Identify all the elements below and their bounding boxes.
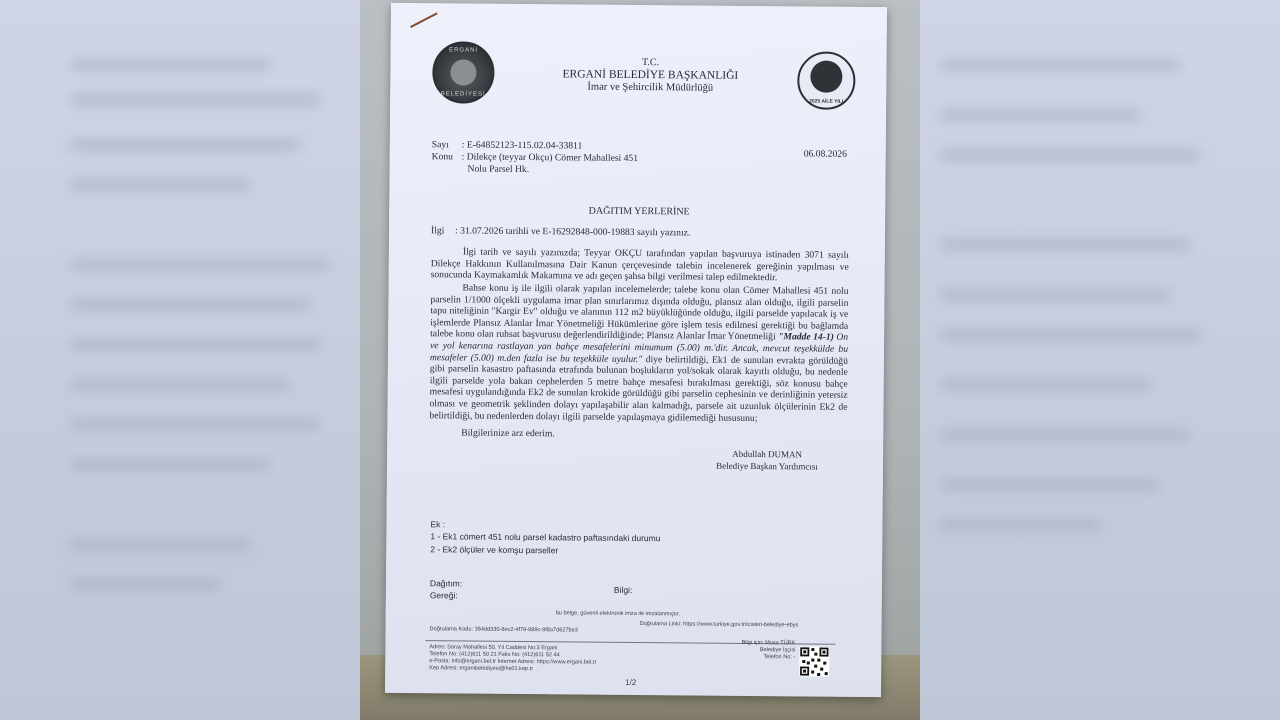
- footer-kep: Kep Adresi: erganibelediyesi@hs01.kep.tr: [429, 665, 534, 673]
- attachment-2: 2 - Ek2 ölçüler ve komşu parseller: [430, 544, 559, 556]
- signatory-title: Belediye Başkan Yardımcısı: [716, 460, 818, 472]
- header-country: T.C.: [641, 57, 660, 69]
- paragraph-2-start: Bahse konu iş ile ilgili olarak yapılan incelemelerde; talebe konu olan Cömer Mahallesi 451 nolu parselin 1/1000 ölçekli uygulama imar plan sınırlarımız dışında olduğu, plansız alan olduğu, ilgili parselin tapu niteliğinin "Kargir Ev" olduğu ve alanının 112 m2 büyüklüğünde olduğu, ilgili parselde yapılacak iş ve işlemlerde Plansız Alanlar İmar Yönetmeliği Hükümlerine göre işlem tesis edilmesi gerektiği bu bağlamda talebe konu olan ruhsat başvurusu değerlendirildiğinde; Plansız Alanlar İmar Yönetmeliği: [430, 282, 849, 343]
- ilgi-value: : 31.07.2026 tarihli ve E-16292848-000-19883 sayılı yazınız.: [454, 225, 691, 239]
- paragraph-2-end: diye belirtildiği, Ek1 de sunulan evrakta görüldüğü gibi parselin kasastro paftasında etrafında bulunan boşlukların yol/sokak olarak kayıtlı olduğu, bu nedenle ilgili parselde yola bakan cephelerden 5 metre bahçe mesafesi bırakılması gerektiği, söz konusu bahçe mesafesi uygulandığında Ek2 de sunulan krokide görüldüğü gibi parselin cephesinin ve derinliğinin yetersiz olması ve geometrik şeklinden dolayı yapılaşabilir alan kalmadığı, parsele ait uzunluk ölçülerinin Ek2 de belirtildiği, bu nedenlerden dolayı ilgili parselde yapılaşmaya gidilemediği hususunu;: [429, 353, 848, 424]
- paragraph-2-article: "Madde 14-1): [778, 331, 834, 344]
- konu-value-2: Nolu Parsel Hk.: [467, 163, 530, 176]
- header-department: İmar ve Şehircilik Müdürlüğü: [587, 81, 714, 94]
- contact-phone: Telefon No: -: [763, 654, 796, 661]
- bilgi-label: Bilgi:: [613, 584, 633, 595]
- document-sheet: [385, 3, 887, 697]
- contact-person: Bilgi için: Musa TÜRK: [741, 639, 796, 647]
- paragraph-1: İlgi tarih ve sayılı yazınızda; Teyyar OKÇU tarafından yapılan başvuruya istinaden 3071 sayılı Dilekçe Hakkının Kullanılmasına Dair Kanun çerçevesinde talebin incelenerek gereğinin yapılması ve sonucunda Kaymakamlık Makamına ve adı geçen şahsa bilgi verilmesi talep edilmektedir.: [430, 246, 849, 284]
- konu-value: : Dilekçe (teyyar Okçu) Cömer Mahallesi 451: [461, 151, 639, 165]
- recipient: DAĞITIM YERLERİNE: [588, 205, 690, 218]
- konu-label: Konu: [431, 151, 454, 163]
- page-number: 1/2: [625, 677, 637, 688]
- paragraph-2-quote: On ve yol kenarına rastlayan yan bahçe mesafelerini minumum (5.00) m.'dir. Ancak, mevcut teşekkülde bu mesafeler (5.00) m.den fazla ise bu teşekküle uyulur.": [429, 332, 849, 365]
- sayi-value: : E-64852123-115.02.04-33811: [461, 139, 583, 152]
- verification-code: Doğrulama Kodu: 354dd330-8ec2-4f79-989c-9f8a7d627be3: [429, 626, 578, 634]
- footer-address: Adres: Saray Mahallesi 50. Yıl Caddesi No:3 Ergani: [429, 644, 558, 652]
- paragraph-3: Bilgilerinize arz ederim.: [461, 427, 555, 440]
- family-year-label: 2025 AİLE YILI: [809, 98, 844, 105]
- distribution-label: Dağıtım:: [429, 578, 463, 589]
- sayi-label: Sayı: [431, 139, 449, 151]
- footer-phone: Telefon No: (412)611 50 21 Faks No: (412)611 52 44: [429, 651, 560, 659]
- attachment-1: 1 - Ek1 cömert 451 nolu parsel kadastro paftasındaki durumu: [430, 531, 661, 544]
- geregi-label: Gereği:: [429, 590, 458, 601]
- pen-mark: [410, 12, 438, 28]
- logo-bottom-text: BELEDİYESİ: [440, 91, 486, 98]
- qr-code: [799, 646, 829, 676]
- blurred-background-left: [0, 0, 360, 720]
- blurred-background-right: [920, 0, 1280, 720]
- logo-top-text: ERGANİ: [449, 47, 479, 54]
- paragraph-2: [429, 282, 848, 425]
- ilgi-label: İlgi: [430, 225, 445, 237]
- esign-notice: bu belge, güvenli elektronik imza ile imzalanmıştır.: [555, 610, 681, 618]
- municipality-logo: [432, 41, 495, 104]
- attachments-label: Ek :: [430, 519, 446, 530]
- verification-link: Doğrulama Linki: https://www.turkiye.gov.tr/icisleri-belediye-ebys: [639, 621, 799, 629]
- document-date: 06.08.2026: [803, 148, 847, 160]
- footer-email: e-Posta: info@ergani.bel.tr İnternet Adresi: https://www.ergani.bel.tr: [429, 658, 597, 666]
- family-year-logo: [797, 51, 856, 110]
- header-institution: ERGANİ BELEDİYE BAŞKANLIĞI: [562, 68, 739, 82]
- signatory-name: Abdullah DUMAN: [732, 448, 803, 460]
- contact-role: Belediye İşçisi: [759, 647, 796, 654]
